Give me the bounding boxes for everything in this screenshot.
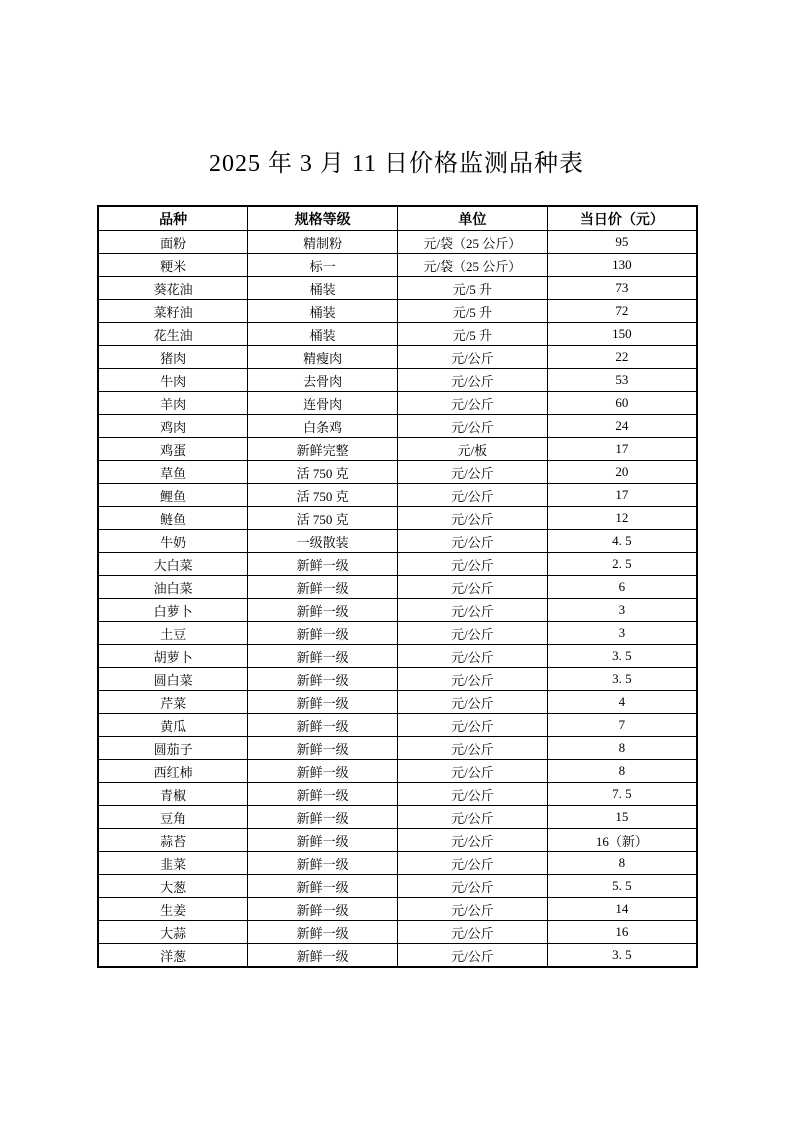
table-cell: 3. 5 — [547, 944, 697, 968]
table-cell: 7 — [547, 714, 697, 737]
table-row — [98, 415, 697, 438]
price-table — [97, 205, 698, 968]
table-row — [98, 323, 697, 346]
table-cell: 元/公斤 — [398, 622, 548, 645]
table-cell: 新鲜一级 — [248, 783, 398, 806]
table-cell: 新鲜一级 — [248, 622, 398, 645]
table-row — [98, 760, 697, 783]
table-row — [98, 438, 697, 461]
table-cell: 圆茄子 — [98, 737, 248, 760]
table-cell: 150 — [547, 323, 697, 346]
table-cell: 标一 — [248, 254, 398, 277]
table-row — [98, 691, 697, 714]
table-cell: 菜籽油 — [98, 300, 248, 323]
column-header-price: 当日价（元） — [547, 206, 697, 231]
table-cell: 3 — [547, 599, 697, 622]
table-cell: 元/公斤 — [398, 691, 548, 714]
table-row — [98, 921, 697, 944]
table-cell: 芹菜 — [98, 691, 248, 714]
table-row — [98, 369, 697, 392]
table-row — [98, 829, 697, 852]
table-cell: 桶装 — [248, 323, 398, 346]
table-cell: 6 — [547, 576, 697, 599]
table-row — [98, 576, 697, 599]
table-cell: 新鲜一级 — [248, 553, 398, 576]
table-cell: 60 — [547, 392, 697, 415]
table-cell: 3. 5 — [547, 645, 697, 668]
table-cell: 元/板 — [398, 438, 548, 461]
table-row — [98, 392, 697, 415]
table-row — [98, 346, 697, 369]
table-cell: 元/公斤 — [398, 576, 548, 599]
table-cell: 新鲜一级 — [248, 645, 398, 668]
table-cell: 16（新） — [547, 829, 697, 852]
table-cell: 牛奶 — [98, 530, 248, 553]
table-cell: 元/公斤 — [398, 737, 548, 760]
table-cell: 韭菜 — [98, 852, 248, 875]
table-cell: 24 — [547, 415, 697, 438]
table-cell: 15 — [547, 806, 697, 829]
table-cell: 元/公斤 — [398, 507, 548, 530]
table-cell: 去骨肉 — [248, 369, 398, 392]
table-cell: 新鲜一级 — [248, 668, 398, 691]
table-row — [98, 530, 697, 553]
table-cell: 豆角 — [98, 806, 248, 829]
table-cell: 元/5 升 — [398, 300, 548, 323]
table-cell: 元/公斤 — [398, 714, 548, 737]
table-cell: 3. 5 — [547, 668, 697, 691]
table-cell: 新鲜一级 — [248, 921, 398, 944]
table-cell: 新鲜一级 — [248, 898, 398, 921]
table-cell: 一级散装 — [248, 530, 398, 553]
table-cell: 7. 5 — [547, 783, 697, 806]
table-cell: 新鲜一级 — [248, 806, 398, 829]
table-row — [98, 714, 697, 737]
table-cell: 95 — [547, 231, 697, 254]
table-cell: 元/公斤 — [398, 944, 548, 968]
table-cell: 新鲜一级 — [248, 875, 398, 898]
table-cell: 黄瓜 — [98, 714, 248, 737]
table-cell: 元/公斤 — [398, 369, 548, 392]
table-cell: 土豆 — [98, 622, 248, 645]
table-cell: 17 — [547, 484, 697, 507]
table-cell: 12 — [547, 507, 697, 530]
table-cell: 元/公斤 — [398, 829, 548, 852]
table-cell: 面粉 — [98, 231, 248, 254]
table-cell: 西红柿 — [98, 760, 248, 783]
table-row — [98, 300, 697, 323]
table-cell: 新鲜完整 — [248, 438, 398, 461]
table-cell: 新鲜一级 — [248, 599, 398, 622]
table-cell: 白条鸡 — [248, 415, 398, 438]
table-cell: 新鲜一级 — [248, 944, 398, 968]
table-cell: 元/公斤 — [398, 783, 548, 806]
table-cell: 元/公斤 — [398, 599, 548, 622]
table-cell: 新鲜一级 — [248, 852, 398, 875]
table-cell: 元/公斤 — [398, 898, 548, 921]
table-cell: 新鲜一级 — [248, 714, 398, 737]
table-cell: 14 — [547, 898, 697, 921]
table-cell: 活 750 克 — [248, 484, 398, 507]
column-header-unit: 单位 — [398, 206, 548, 231]
table-cell: 大蒜 — [98, 921, 248, 944]
table-cell: 鲢鱼 — [98, 507, 248, 530]
table-cell: 新鲜一级 — [248, 691, 398, 714]
table-row — [98, 668, 697, 691]
table-row — [98, 944, 697, 968]
column-header-variety: 品种 — [98, 206, 248, 231]
table-cell: 元/公斤 — [398, 461, 548, 484]
table-cell: 草鱼 — [98, 461, 248, 484]
table-cell: 元/5 升 — [398, 323, 548, 346]
table-cell: 4 — [547, 691, 697, 714]
table-row — [98, 783, 697, 806]
table-cell: 8 — [547, 737, 697, 760]
table-row — [98, 231, 697, 254]
table-cell: 胡萝卜 — [98, 645, 248, 668]
table-cell: 130 — [547, 254, 697, 277]
table-row — [98, 875, 697, 898]
column-header-grade: 规格等级 — [248, 206, 398, 231]
table-cell: 元/公斤 — [398, 875, 548, 898]
table-cell: 连骨肉 — [248, 392, 398, 415]
table-cell: 白萝卜 — [98, 599, 248, 622]
table-body — [98, 231, 697, 968]
table-cell: 葵花油 — [98, 277, 248, 300]
table-cell: 青椒 — [98, 783, 248, 806]
table-cell: 活 750 克 — [248, 507, 398, 530]
table-cell: 3 — [547, 622, 697, 645]
table-row — [98, 254, 697, 277]
table-cell: 桶装 — [248, 277, 398, 300]
table-cell: 元/公斤 — [398, 668, 548, 691]
table-cell: 元/公斤 — [398, 760, 548, 783]
table-row — [98, 599, 697, 622]
table-cell: 元/公斤 — [398, 806, 548, 829]
table-cell: 72 — [547, 300, 697, 323]
table-cell: 活 750 克 — [248, 461, 398, 484]
table-cell: 生姜 — [98, 898, 248, 921]
table-cell: 新鲜一级 — [248, 576, 398, 599]
table-cell: 元/公斤 — [398, 530, 548, 553]
table-cell: 元/袋（25 公斤） — [398, 231, 548, 254]
table-cell: 元/袋（25 公斤） — [398, 254, 548, 277]
table-cell: 8 — [547, 760, 697, 783]
table-cell: 洋葱 — [98, 944, 248, 968]
table-row — [98, 645, 697, 668]
table-cell: 羊肉 — [98, 392, 248, 415]
table-cell: 53 — [547, 369, 697, 392]
table-cell: 大白菜 — [98, 553, 248, 576]
table-cell: 16 — [547, 921, 697, 944]
table-row — [98, 622, 697, 645]
table-cell: 鸡蛋 — [98, 438, 248, 461]
table-cell: 猪肉 — [98, 346, 248, 369]
table-row — [98, 461, 697, 484]
table-cell: 元/公斤 — [398, 852, 548, 875]
table-cell: 元/公斤 — [398, 645, 548, 668]
table-cell: 5. 5 — [547, 875, 697, 898]
table-cell: 圆白菜 — [98, 668, 248, 691]
table-cell: 8 — [547, 852, 697, 875]
table-cell: 2. 5 — [547, 553, 697, 576]
table-cell: 蒜苔 — [98, 829, 248, 852]
table-cell: 元/公斤 — [398, 921, 548, 944]
table-cell: 20 — [547, 461, 697, 484]
table-cell: 新鲜一级 — [248, 829, 398, 852]
table-cell: 元/公斤 — [398, 346, 548, 369]
table-row — [98, 898, 697, 921]
table-row — [98, 553, 697, 576]
table-cell: 17 — [547, 438, 697, 461]
table-cell: 元/公斤 — [398, 392, 548, 415]
table-header-row — [98, 206, 697, 231]
table-row — [98, 852, 697, 875]
table-cell: 牛肉 — [98, 369, 248, 392]
table-cell: 元/公斤 — [398, 484, 548, 507]
table-cell: 新鲜一级 — [248, 737, 398, 760]
table-cell: 73 — [547, 277, 697, 300]
table-row — [98, 484, 697, 507]
table-cell: 粳米 — [98, 254, 248, 277]
table-cell: 元/5 升 — [398, 277, 548, 300]
table-cell: 油白菜 — [98, 576, 248, 599]
table-cell: 鲤鱼 — [98, 484, 248, 507]
table-cell: 鸡肉 — [98, 415, 248, 438]
table-cell: 元/公斤 — [398, 415, 548, 438]
table-cell: 大葱 — [98, 875, 248, 898]
table-cell: 花生油 — [98, 323, 248, 346]
table-row — [98, 806, 697, 829]
table-cell: 22 — [547, 346, 697, 369]
table-cell: 元/公斤 — [398, 553, 548, 576]
table-row — [98, 737, 697, 760]
table-cell: 桶装 — [248, 300, 398, 323]
table-row — [98, 507, 697, 530]
table-row — [98, 277, 697, 300]
table-cell: 4. 5 — [547, 530, 697, 553]
table-cell: 精制粉 — [248, 231, 398, 254]
page-title: 2025 年 3 月 11 日价格监测品种表 — [208, 151, 585, 177]
table-cell: 新鲜一级 — [248, 760, 398, 783]
table-cell: 精瘦肉 — [248, 346, 398, 369]
